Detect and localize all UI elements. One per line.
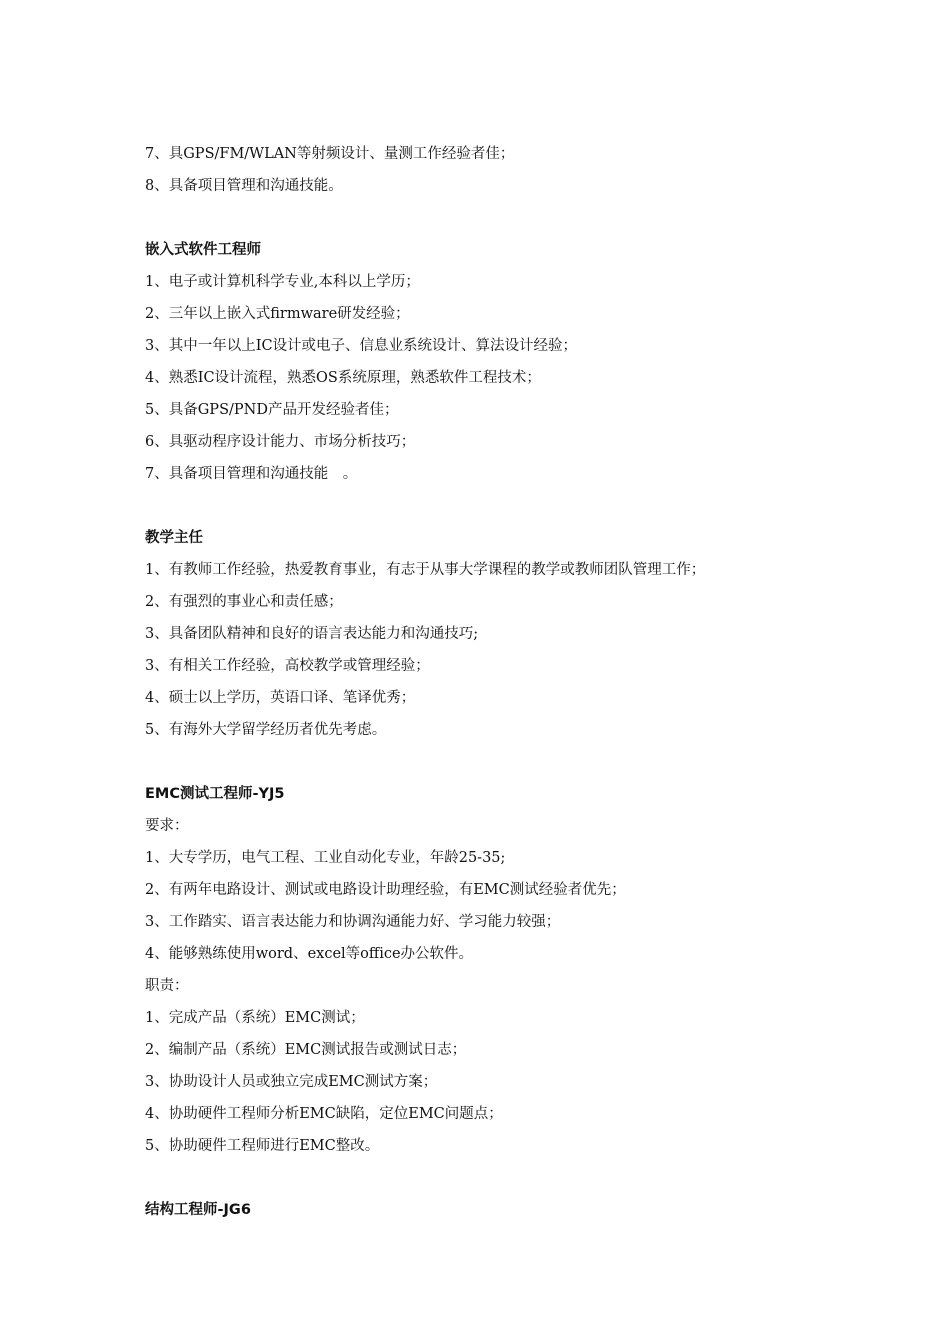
list-item: 4、熟悉IC设计流程，熟悉OS系统原理，熟悉软件工程技术； [145, 370, 541, 386]
list-item: 2、编制产品（系统）EMC测试报告或测试日志； [145, 1042, 467, 1058]
section-title-emc-test-engineer: EMC测试工程师-YJ5 [145, 786, 285, 802]
list-item: 2、有强烈的事业心和责任感； [145, 594, 343, 610]
list-item: 2、三年以上嵌入式firmware研发经验； [145, 306, 410, 322]
document-page [145, 138, 865, 1226]
list-item: 6、具驱动程序设计能力、市场分析技巧； [145, 434, 416, 450]
list-item: 1、完成产品（系统）EMC测试； [145, 1010, 365, 1026]
section-title-embedded-software-engineer: 嵌入式软件工程师 [145, 242, 261, 258]
spacer [145, 490, 865, 522]
list-item: 3、有相关工作经验，高校教学或管理经验； [145, 658, 430, 674]
list-item: 7、具备项目管理和沟通技能 。 [145, 466, 358, 482]
list-item: 3、协助设计人员或独立完成EMC测试方案； [145, 1074, 438, 1090]
list-item: 5、具备GPS/PND产品开发经验者佳； [145, 402, 399, 418]
list-item: 5、有海外大学留学经历者优先考虑。 [145, 722, 387, 738]
list-item: 3、具备团队精神和良好的语言表达能力和沟通技巧; [145, 626, 479, 642]
section-title-structural-engineer: 结构工程师-JG6 [145, 1202, 251, 1218]
list-item: 2、有两年电路设计、测试或电路设计助理经验，有EMC测试经验者优先； [145, 882, 626, 898]
list-item: 3、其中一年以上IC设计或电子、信息业系统设计、算法设计经验； [145, 338, 578, 354]
list-item: 3、工作踏实、语言表达能力和协调沟通能力好、学习能力较强； [145, 914, 561, 930]
spacer [145, 1162, 865, 1194]
section-title-teaching-director: 教学主任 [145, 530, 203, 546]
list-item: 1、有教师工作经验，热爱教育事业，有志于从事大学课程的教学或教师团队管理工作； [145, 562, 706, 578]
intro-item: 7、具GPS/FM/WLAN等射频设计、量测工作经验者佳； [145, 146, 515, 162]
list-item: 5、协助硬件工程师进行EMC整改。 [145, 1138, 380, 1154]
requirements-label: 要求： [145, 818, 189, 834]
spacer [145, 202, 865, 234]
list-item: 1、大专学历，电气工程、工业自动化专业，年龄25-35; [145, 850, 506, 866]
spacer [145, 746, 865, 778]
list-item: 1、电子或计算机科学专业,本科以上学历； [145, 274, 420, 290]
list-item: 4、协助硬件工程师分析EMC缺陷，定位EMC问题点； [145, 1106, 503, 1122]
list-item: 4、硕士以上学历，英语口译、笔译优秀； [145, 690, 416, 706]
duties-label: 职责： [145, 978, 189, 994]
intro-item: 8、具备项目管理和沟通技能。 [145, 178, 343, 194]
list-item: 4、能够熟练使用word、excel等office办公软件。 [145, 946, 474, 962]
